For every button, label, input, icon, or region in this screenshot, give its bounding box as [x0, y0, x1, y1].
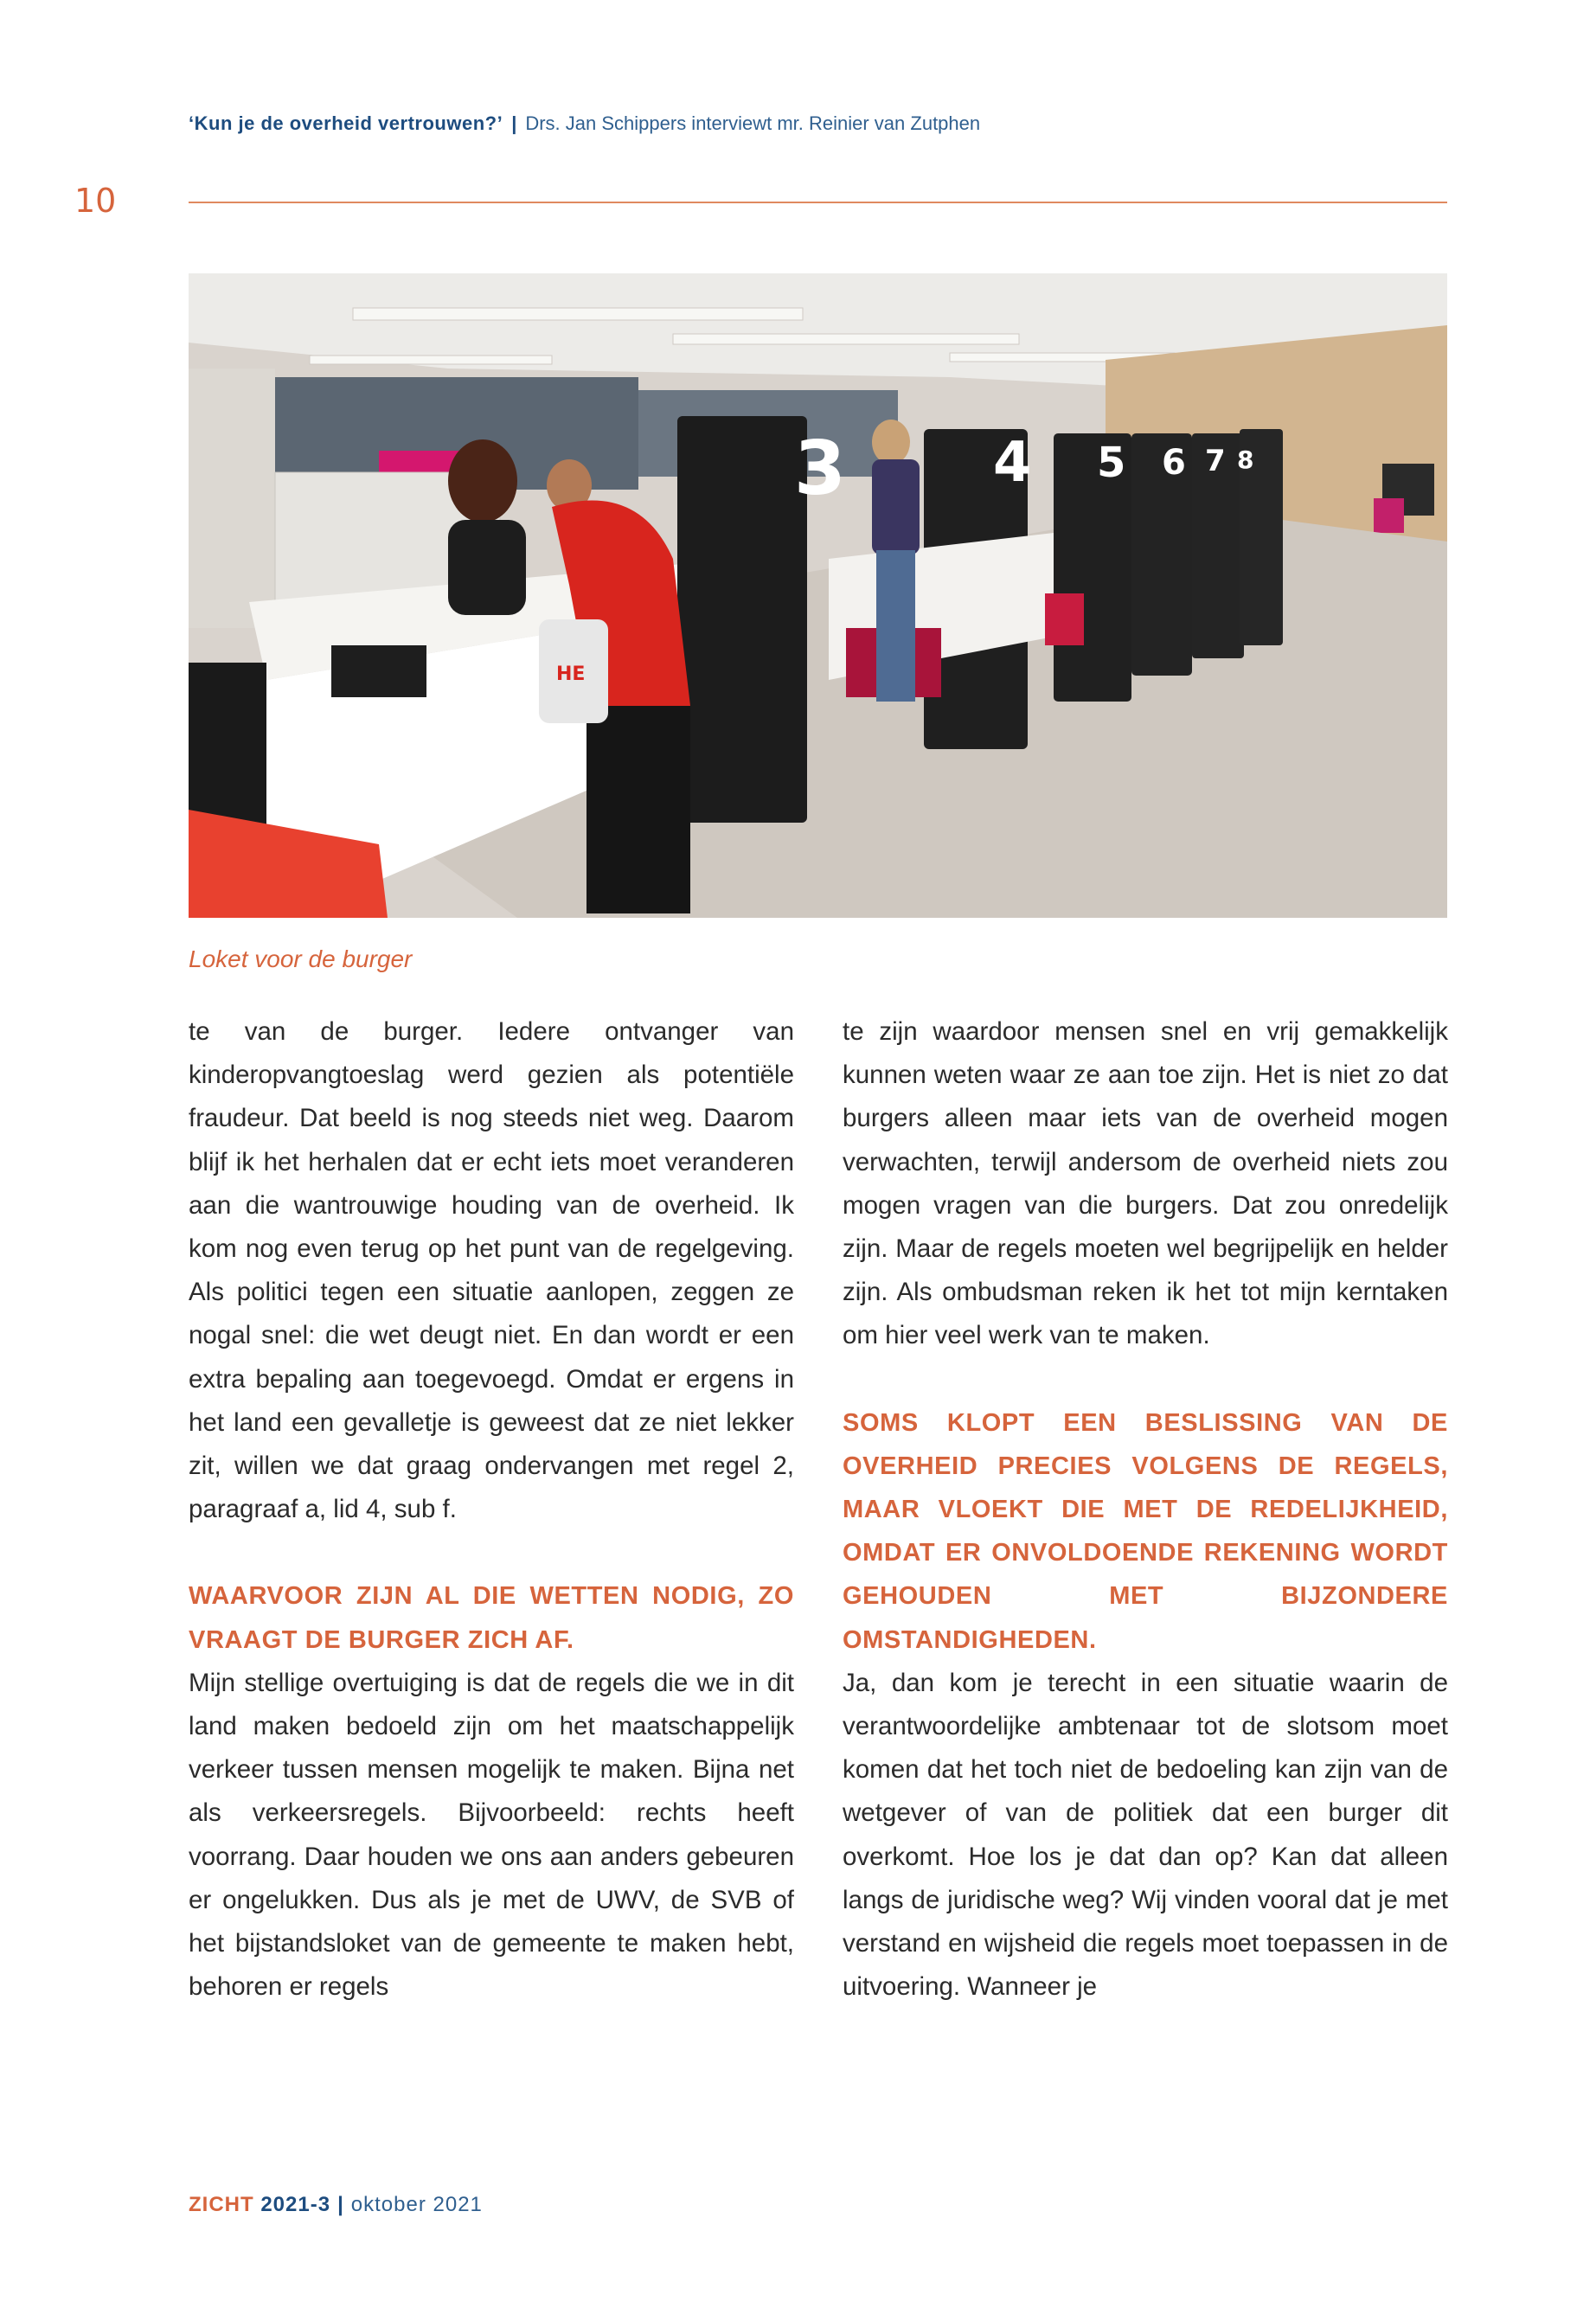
- body-paragraph: te zijn waardoor mensen snel en vrij gemakkelijk kunnen weten waar ze aan toe zijn. Het is niet zo dat burgers alleen maar iets van de overheid mogen verwachten, terwijl andersom de overheid niets zou mogen vragen van die burgers. Dat zou onredelijk zijn. Maar de regels moeten wel begrijpelijk en helder zijn. Als ombudsman reken ik het tot mijn kerntaken om hier veel werk van te maken.: [843, 1017, 1448, 1350]
- question-heading: WAARVOOR ZIJN AL DIE WETTEN NODIG, ZO VRAAGT DE BURGER ZICH AF.: [189, 1582, 794, 1654]
- photo-caption: Loket voor de burger: [189, 945, 413, 972]
- footer-date: oktober 2021: [350, 2193, 483, 2216]
- right-column: [843, 1010, 1448, 2009]
- body-paragraph: te van de burger. Iedere ontvanger van kinderopvangtoeslag werd gezien als potentiële fraudeur. Dat beeld is nog steeds niet weg. Daarom blijf ik het herhalen dat er echt iets moet veranderen aan die wantrouwige houding van de overheid. Ik kom nog even terug op het punt van de regelgeving. Als politici tegen een situatie aanlopen, zeggen ze nogal snel: die wet deugt niet. En dan wordt er een extra bepaling aan toegevoegd. Omdat er ergens in het land een gevalletje is geweest dat ze niet lekker zit, willen we dat graag ondervangen met regel 2, paragraaf a, lid 4, sub f.: [189, 1017, 794, 1524]
- footer-separator: |: [337, 2193, 344, 2216]
- counter-number-5: 5: [1097, 439, 1126, 487]
- question-heading: SOMS KLOPT EEN BESLISSING VAN DE OVERHEID PRECIES VOLGENS DE REGELS, MAAR VLOEKT DIE MET DE REDELIJKHEID, OMDAT ER ONVOLDOENDE REKENING WORDT GEHOUDEN MET BIJZONDERE OMSTANDIGHEDEN.: [843, 1408, 1448, 1654]
- counter-number-7: 7: [1205, 444, 1226, 478]
- body-paragraph: Ja, dan kom je terecht in een situatie waarin de verantwoordelijke ambtenaar tot de slotsom moet komen dat het toch niet de bedoeling kan zijn van de wetgever of van de politiek dat een burger dit overkomt. Hoe los je dat dan op? Kan dat alleen langs de juridische weg? Wij vinden vooral dat je met verstand en wijsheid die regels moet toepassen in de uitvoering. Wanneer je: [843, 1668, 1448, 2002]
- counter-number-3: 3: [794, 426, 846, 512]
- photo-service-counters: [189, 273, 1447, 918]
- page-number: 10: [74, 182, 117, 220]
- counter-number-4: 4: [993, 431, 1032, 495]
- footer-brand: ZICHT: [189, 2193, 254, 2216]
- paragraph-spacer: [843, 1358, 1448, 1401]
- header-title: ‘Kun je de overheid vertrouwen?’: [189, 112, 503, 134]
- header-subtitle: Drs. Jan Schippers interviewt mr. Reinier van Zutphen: [525, 112, 981, 134]
- footer-issue: 2021-3: [260, 2193, 331, 2216]
- header-rule: [189, 202, 1447, 203]
- paragraph-spacer: [189, 1531, 794, 1574]
- bag-text: HE: [556, 663, 586, 685]
- counter-number-8: 8: [1237, 445, 1254, 474]
- left-column: [189, 1010, 794, 2009]
- counter-number-6: 6: [1162, 443, 1186, 483]
- page-footer: [189, 2193, 483, 2217]
- header-separator: |: [511, 112, 517, 134]
- running-header: [189, 112, 1452, 135]
- body-paragraph: Mijn stellige overtuiging is dat de regels die we in dit land maken bedoeld zijn om het maatschappelijk verkeer tussen mensen mogelijk te maken. Bijna net als verkeersregels. Bijvoorbeeld: rechts heeft voorrang. Daar houden we ons aan anders gebeuren er ongelukken. Dus als je met de UWV, de SVB of het bijstandsloket van de gemeente te maken hebt, behoren er regels: [189, 1668, 794, 2002]
